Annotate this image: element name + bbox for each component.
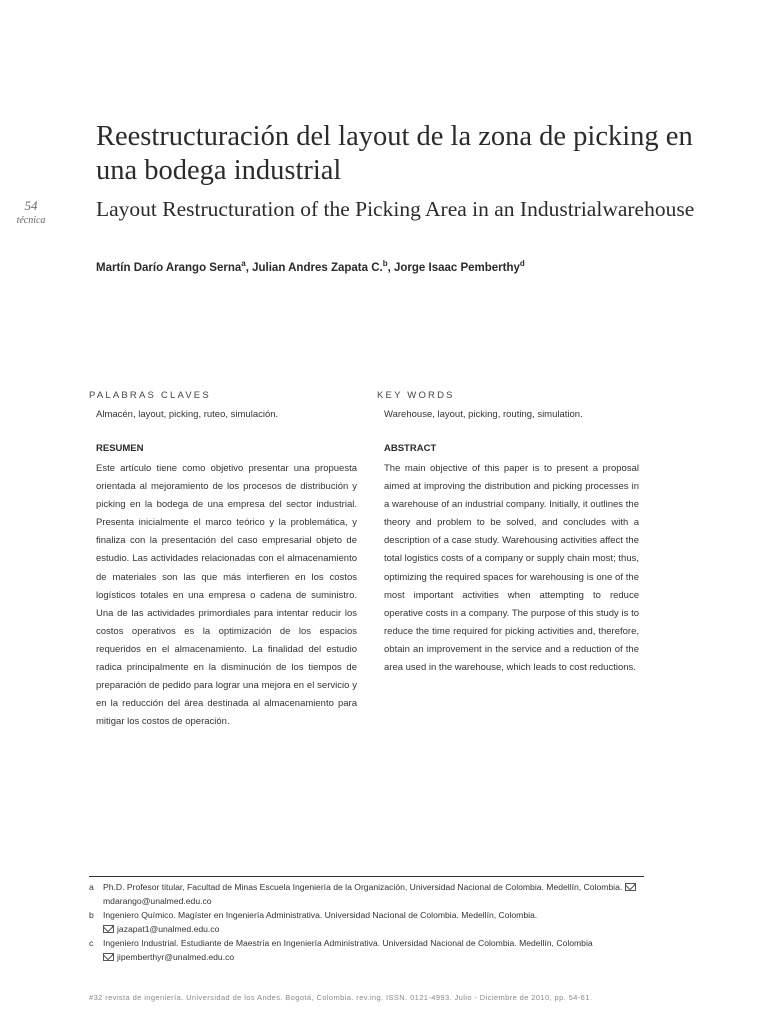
footnote-letter: b [89, 910, 94, 920]
footnote-b [89, 908, 649, 936]
spanish-column [89, 390, 357, 731]
email-icon [103, 953, 114, 961]
footnote-c [89, 936, 649, 964]
keywords-heading: PALABRAS CLAVES [89, 390, 211, 401]
english-column [377, 390, 639, 677]
section-label: técnica [16, 215, 46, 226]
footnote-letter: a [89, 882, 94, 892]
footnote-email[interactable]: mdarango@unalmed.edu.co [103, 896, 212, 906]
author-separator: , [387, 261, 394, 274]
author-list [96, 259, 716, 274]
title-english: Layout Restructuration of the Picking Area in an Industrialwarehouse [96, 197, 695, 221]
journal-footer: #32 revista de ingeniería. Universidad de los Andes. Bogotá, Colombia. rev.ing. ISSN. 0121-4993. Julio - Diciembre de 2010, pp. 54-61. [89, 993, 593, 1002]
author-affiliation-mark: a [241, 259, 246, 268]
abstract-body: The main objective of this paper is to present a proposal aimed at improving the distribution and picking processes in a warehouse of an industrial company. Initially, it outlines the theory and problem to be solved, and concludes with a description of a case study. Warehousing activities affect the total logistics costs of a company or supply chain most; thus, optimizing the required spaces for warehousing is one of the most important activities when attempting to reduce operative costs in a company. The purpose of this study is to reduce the time required for picking activities and, therefore, obtain an improvement in the service and a reduction of the area used in the warehouse, which leads to cost reductions. [384, 463, 639, 674]
footnote-text: Ingeniero Químico. Magíster en Ingeniería Administrativa. Universidad Nacional de Colombia. Medellín, Colombia. [103, 910, 538, 920]
author-affiliation-mark: b [382, 259, 388, 268]
abstract-body: Este artículo tiene como objetivo presentar una propuesta orientada al mejoramiento de los procesos de distribución y picking en la bodega de una empresa del sector industrial. Presenta inicialmente el marco teórico y la problemática, y finaliza con la presentación del caso empresarial objeto de estudio. Las actividades relacionadas con el almacenamiento de materiales son las que más interfieren en los costos logísticos totales en una empresa o cadena de suministro. Una de las actividades primordiales para intentar reducir los costos operativos es la optimización de los espacios requeridos en el almacenamiento. La finalidad del estudio radica principalmente en la disminución de los tiempos de preparación de pedido para lograr una mejora en el servicio y en la reducción del área destinada al almacenamiento para mitigar los costos de operación. [96, 463, 357, 728]
abstract-heading: ABSTRACT [384, 443, 437, 454]
keywords-heading: KEY WORDS [377, 390, 455, 401]
author-affiliation-mark: d [519, 259, 525, 268]
keywords-text: Warehouse, layout, picking, routing, simulation. [384, 409, 583, 420]
abstract-heading: RESUMEN [96, 443, 144, 454]
footnote-divider [89, 876, 644, 877]
author-separator: , [245, 261, 253, 274]
footnote-a [89, 880, 649, 908]
footnote-text: Ingeniero Industrial. Estudiante de Maestría en Ingeniería Administrativa. Universidad Nacional de Colombia. Medellín, Colombia [103, 938, 593, 948]
author-name: Martín Darío Arango Serna [96, 261, 242, 274]
email-icon [625, 883, 636, 891]
email-icon [103, 925, 114, 933]
footnote-email[interactable]: jipemberthyr@unalmed.edu.co [117, 952, 235, 962]
author-name: Julian Andres Zapata C. [252, 261, 383, 274]
footnote-email[interactable]: jazapat1@unalmed.edu.co [117, 924, 220, 934]
footnote-letter: c [89, 938, 94, 948]
author-name: Jorge Isaac Pemberthy [393, 261, 520, 274]
title-spanish: Reestructuración del layout de la zona de picking en una bodega industrial [96, 121, 693, 186]
keywords-text: Almacén, layout, picking, ruteo, simulación. [96, 409, 279, 420]
page-number: 54 [24, 198, 38, 213]
page-number-block [14, 198, 48, 226]
footnote-text: Ph.D. Profesor titular, Facultad de Minas Escuela Ingeniería de la Organización, Universidad Nacional de Colombia. Medellín, Colombia. [103, 882, 623, 892]
